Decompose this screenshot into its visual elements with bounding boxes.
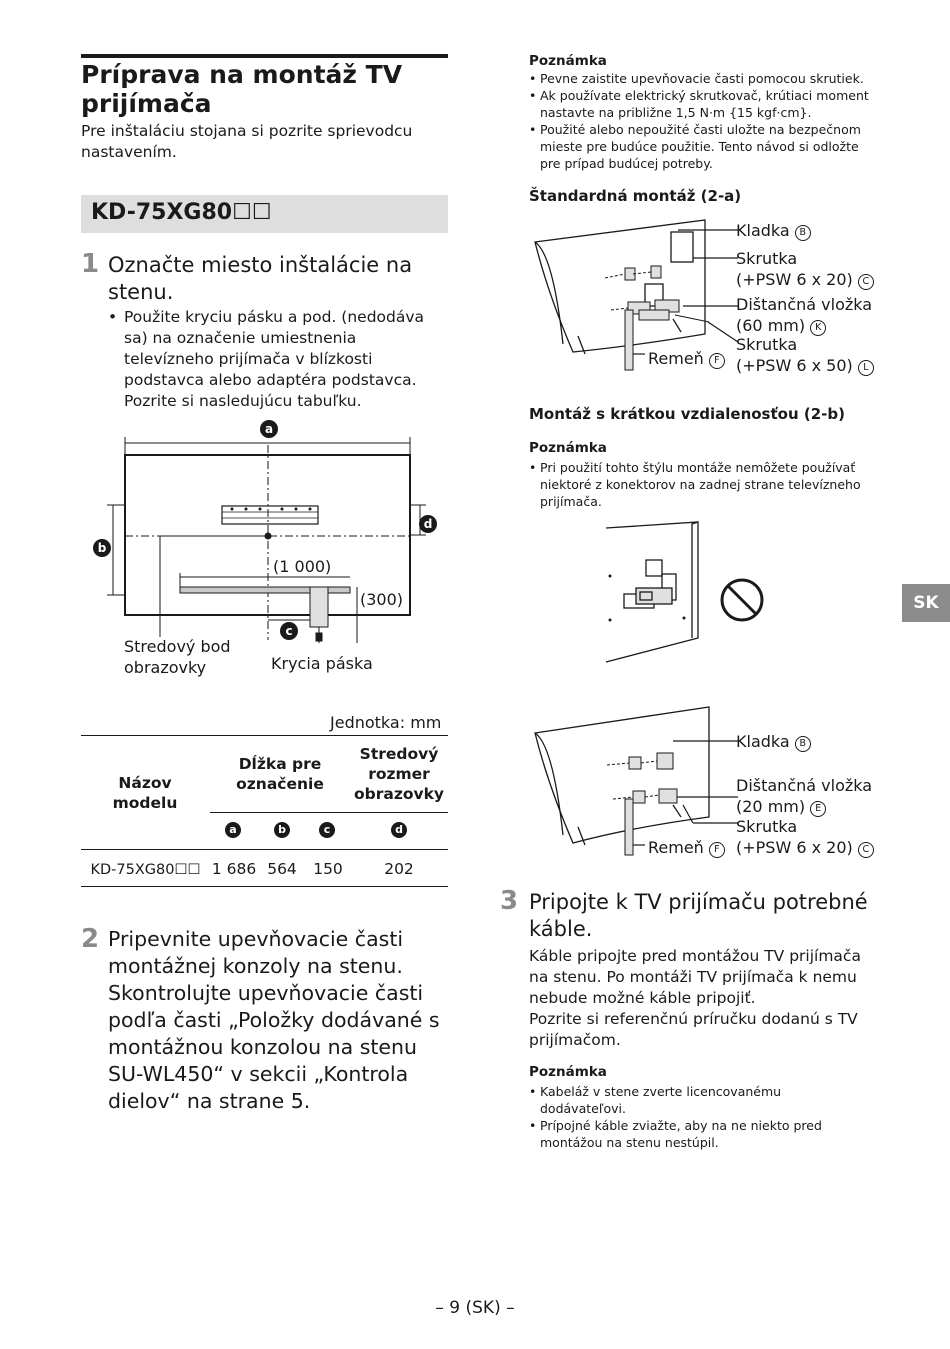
step3-body-2: Pozrite si referenčnú príručku dodanú s TV prijímačom. bbox=[529, 1010, 858, 1049]
note2-title: Poznámka bbox=[529, 440, 607, 456]
step3-heading: Pripojte k TV prijímaču potrebné káble. bbox=[529, 890, 868, 941]
short-distancna-spec: (20 mm) bbox=[736, 797, 806, 816]
note1-list bbox=[529, 70, 869, 172]
std-remen-callout bbox=[648, 348, 725, 369]
tape-label: Krycia páska bbox=[271, 654, 373, 673]
step1-number: 1 bbox=[81, 249, 100, 279]
screen-center-label bbox=[124, 636, 231, 678]
table-cell-model: KD-75XG80☐☐ bbox=[90, 862, 201, 878]
std-skrutka-spec: (+PSW 6 x 20) bbox=[736, 270, 853, 289]
table-top-rule bbox=[81, 735, 448, 736]
table-sub-rule bbox=[210, 812, 448, 813]
short-skrutka-label: Skrutka bbox=[736, 817, 798, 836]
step3-body-1: Káble pripojte pred montážou TV prijímača na stenu. Po montáži TV prijímača k nemu nebude možné káble pripojiť. bbox=[529, 947, 861, 1007]
step3-body bbox=[529, 946, 874, 1051]
note3-item: • Kabeláž v stene zverte licencovanému dodávateľovi. bbox=[529, 1083, 869, 1117]
model-banner-text: KD-75XG80☐☐ bbox=[91, 200, 272, 225]
std-skrutka2-label: Skrutka bbox=[736, 335, 798, 354]
table-col-center: Stredový rozmer obrazovky bbox=[353, 745, 445, 803]
std-distancna-callout bbox=[736, 294, 872, 336]
page-title: Príprava na montáž TV prijímača bbox=[81, 60, 403, 118]
short-kladka-ref: B bbox=[795, 736, 811, 752]
std-skrutka2-spec: (+PSW 6 x 50) bbox=[736, 356, 853, 375]
std-skrutka-label: Skrutka bbox=[736, 249, 798, 268]
table-col-length: Dĺžka pre označenie bbox=[236, 755, 324, 793]
screen-center-label-line2: obrazovky bbox=[124, 658, 207, 677]
page-footer: – 9 (SK) – bbox=[435, 1298, 515, 1318]
note1-item: • Pevne zaistite upevňovacie časti pomocou skrutiek. bbox=[529, 70, 869, 87]
standard-mount-heading: Štandardná montáž (2-a) bbox=[529, 187, 742, 205]
table-sub-d: d bbox=[391, 822, 407, 838]
language-tab: SK bbox=[902, 584, 950, 622]
note3-title: Poznámka bbox=[529, 1064, 607, 1080]
short-remen-ref: F bbox=[709, 842, 725, 858]
table-sub-a: a bbox=[225, 822, 241, 838]
short-skrutka-callout bbox=[736, 816, 874, 858]
dim-d-label: d bbox=[419, 515, 437, 533]
note3-item: • Prípojné káble zviažte, aby na ne niekto pred montážou na stenu nestúpil. bbox=[529, 1117, 869, 1151]
dim-1000-label: (1 000) bbox=[273, 557, 332, 576]
dim-a-label: a bbox=[260, 420, 278, 438]
short-mount-heading: Montáž s krátkou vzdialenosťou (2-b) bbox=[529, 405, 845, 423]
dim-c-label: c bbox=[280, 622, 298, 640]
title-rule bbox=[81, 54, 448, 58]
table-cell-c: 150 bbox=[313, 860, 343, 878]
step2-number: 2 bbox=[81, 924, 100, 954]
page-subtitle: Pre inštaláciu stojana si pozrite sprievodcu nastavením. bbox=[81, 122, 413, 161]
table-cell-d: 202 bbox=[384, 860, 414, 878]
screen-center-label-line1: Stredový bod bbox=[124, 637, 231, 656]
step1-heading: Označte miesto inštalácie na stenu. bbox=[108, 253, 413, 304]
note2-list bbox=[529, 459, 869, 510]
table-bottom-rule bbox=[81, 886, 448, 887]
step1-bullet: • Použite kryciu pásku a pod. (nedodáva sa) na označenie umiestnenia televízneho prijímača v blízkosti podstavca alebo adaptéra podstavca. Pozrite si nasledujúcu tabuľku. bbox=[108, 307, 438, 412]
short-skrutka-spec: (+PSW 6 x 20) bbox=[736, 838, 853, 857]
std-skrutka2-ref: L bbox=[858, 360, 874, 376]
dim-300-label: (300) bbox=[360, 590, 404, 609]
table-col-model: Názov modelu bbox=[112, 774, 178, 812]
short-remen-label: Remeň bbox=[648, 838, 704, 857]
std-kladka-ref: B bbox=[795, 225, 811, 241]
table-header-rule bbox=[81, 849, 448, 850]
prohibited-diagram bbox=[600, 518, 780, 668]
std-kladka-label: Kladka bbox=[736, 221, 790, 240]
table-unit: Jednotka: mm bbox=[330, 713, 442, 732]
step1-bullet-list bbox=[108, 307, 438, 412]
short-distancna-callout bbox=[736, 775, 872, 817]
std-skrutka-callout bbox=[736, 248, 874, 290]
table-cell-b: 564 bbox=[267, 860, 297, 878]
note2-item: • Pri použití tohto štýlu montáže nemôžete používať niektoré z konektorov na zadnej strane televízneho prijímača. bbox=[529, 459, 869, 510]
note1-item: • Ak používate elektrický skrutkovač, krútiaci moment nastavte na približne 1,5 N·m {15 kgf·cm}. bbox=[529, 87, 869, 121]
note1-title: Poznámka bbox=[529, 53, 607, 69]
std-kladka-callout bbox=[736, 220, 811, 241]
table-sub-b: b bbox=[274, 822, 290, 838]
short-remen-callout bbox=[648, 837, 725, 858]
dim-b-label: b bbox=[93, 539, 111, 557]
short-distancna-ref: E bbox=[810, 801, 826, 817]
table-sub-c: c bbox=[319, 822, 335, 838]
std-distancna-ref: K bbox=[810, 320, 826, 336]
short-kladka-label: Kladka bbox=[736, 732, 790, 751]
std-remen-ref: F bbox=[709, 353, 725, 369]
std-skrutka2-callout bbox=[736, 334, 874, 376]
step2-heading: Pripevnite upevňovacie časti montážnej konzoly na stenu. Skontrolujte upevňovacie časti podľa časti „Položky dodávané s montážnou konzolou na stenu SU-WL450“ v sekcii „Kontrola dielov“ na strane 5. bbox=[108, 927, 440, 1113]
std-skrutka-ref: C bbox=[858, 274, 874, 290]
std-distancna-label: Dištančná vložka bbox=[736, 295, 873, 314]
std-distancna-spec: (60 mm) bbox=[736, 316, 806, 335]
table-cell-a: 1 686 bbox=[211, 860, 257, 878]
short-kladka-callout bbox=[736, 731, 811, 752]
step3-number: 3 bbox=[500, 886, 519, 916]
note1-item: • Použité alebo nepoužité časti uložte na bezpečnom mieste pre budúce použitie. Tento návod si odložte pre prípad budúcej potreby. bbox=[529, 121, 869, 172]
std-remen-label: Remeň bbox=[648, 349, 704, 368]
short-skrutka-ref: C bbox=[858, 842, 874, 858]
note3-list bbox=[529, 1083, 869, 1151]
model-banner bbox=[81, 195, 448, 233]
short-distancna-label: Dištančná vložka bbox=[736, 776, 873, 795]
